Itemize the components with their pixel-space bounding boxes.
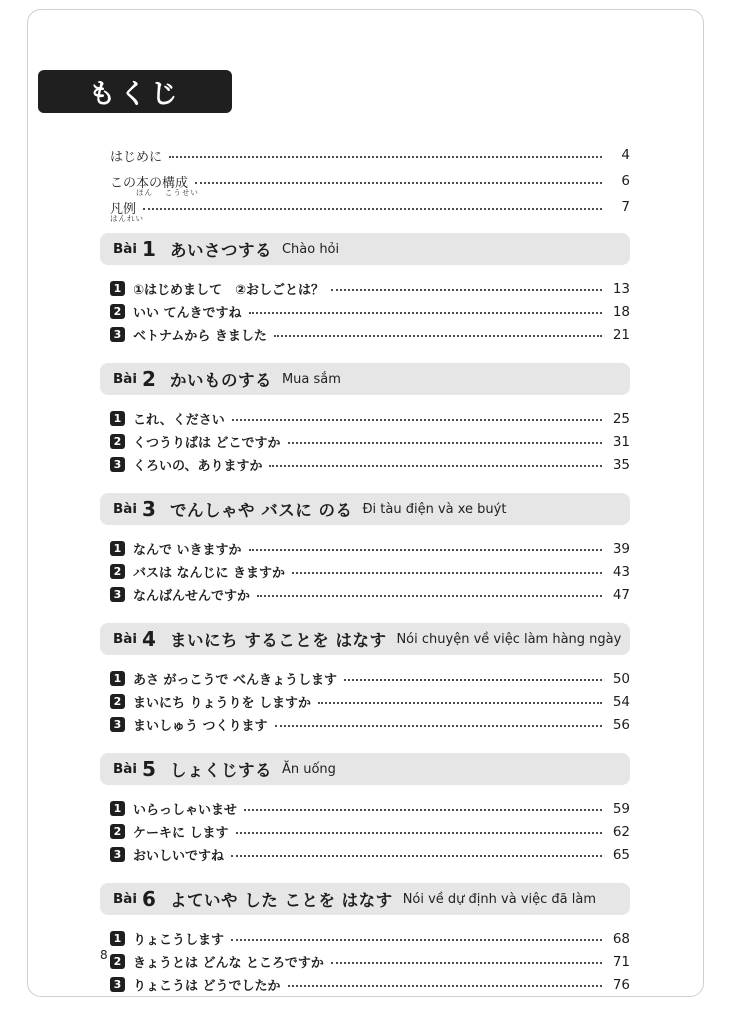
toc-content <box>100 144 630 1013</box>
item-label: おいしいですね <box>133 849 225 864</box>
item-number-badge: 1 <box>110 541 125 556</box>
dot-leader <box>318 702 602 704</box>
dot-leader <box>274 335 602 337</box>
entry-page-number: 7 <box>621 199 630 215</box>
entry-page-number: 6 <box>621 173 630 189</box>
item-label: これ、ください <box>133 413 225 428</box>
front-matter-row <box>110 196 630 223</box>
item-label: ベトナムから きました <box>133 329 267 344</box>
item-number-badge: 3 <box>110 457 125 472</box>
item-number-badge: 2 <box>110 694 125 709</box>
item-number-badge: 3 <box>110 327 125 342</box>
toc-item-row <box>110 797 630 820</box>
lesson-label: Bài <box>113 241 138 257</box>
dot-leader <box>288 985 602 987</box>
entry-page-number: 18 <box>612 303 630 320</box>
lesson-number: 2 <box>142 367 156 391</box>
lesson-number: 6 <box>142 887 156 911</box>
item-label: なんばんせんですか <box>133 589 251 604</box>
front-matter-label <box>110 146 162 165</box>
entry-page-number: 56 <box>612 716 630 733</box>
item-number-badge: 1 <box>110 281 125 296</box>
lesson-section <box>100 493 630 606</box>
toc-item-row <box>110 690 630 713</box>
item-label: ①はじめまして ②おしごとは？ <box>133 283 325 298</box>
furigana-text: はんれい <box>110 213 144 223</box>
entry-page-number: 35 <box>612 456 630 473</box>
entry-page-number: 4 <box>621 147 630 163</box>
item-label: なんで いきますか <box>133 543 242 558</box>
entry-page-number: 43 <box>612 563 630 580</box>
lesson-header <box>100 623 630 655</box>
toc-item-row <box>110 973 630 996</box>
lesson-items <box>110 797 630 866</box>
lesson-section <box>100 233 630 346</box>
entry-page-number: 25 <box>612 410 630 427</box>
front-matter-list <box>110 144 630 223</box>
lesson-items <box>110 277 630 346</box>
item-number-badge: 3 <box>110 717 125 732</box>
front-matter-label <box>110 172 199 197</box>
toc-item-row <box>110 583 630 606</box>
item-number-badge: 2 <box>110 434 125 449</box>
toc-item-row <box>110 300 630 323</box>
lesson-header <box>100 883 630 915</box>
dot-leader <box>269 465 602 467</box>
item-label: くつうりばは どこですか <box>133 436 281 451</box>
toc-item-row <box>110 950 630 973</box>
entry-page-number: 50 <box>612 670 630 687</box>
lesson-label: Bài <box>113 761 138 777</box>
lesson-label: Bài <box>113 501 138 517</box>
toc-item-row <box>110 820 630 843</box>
entry-page-number: 68 <box>612 930 630 947</box>
toc-item-row <box>110 453 630 476</box>
lesson-items <box>110 927 630 996</box>
dot-leader <box>231 939 602 941</box>
lesson-section <box>100 753 630 866</box>
dot-leader <box>331 289 602 291</box>
toc-item-row <box>110 843 630 866</box>
lesson-number: 3 <box>142 497 156 521</box>
toc-item-row <box>110 927 630 950</box>
item-label: ケーキに します <box>133 826 229 841</box>
lesson-header <box>100 753 630 785</box>
dot-leader <box>244 809 602 811</box>
lesson-items <box>110 407 630 476</box>
item-number-badge: 1 <box>110 931 125 946</box>
front-matter-label <box>110 198 144 223</box>
lesson-title: まいにち することを はなす <box>169 631 387 650</box>
item-label: まいにち りょうりを しますか <box>133 696 312 711</box>
lesson-title: よていや した ことを はなす <box>169 891 393 910</box>
item-label: あさ がっこうで べんきょうします <box>133 673 338 688</box>
toc-item-row <box>110 323 630 346</box>
lesson-items <box>110 667 630 736</box>
lesson-subtitle: Ăn uống <box>281 761 336 777</box>
lesson-section <box>100 883 630 996</box>
dot-leader <box>232 419 602 421</box>
entry-page-number: 31 <box>612 433 630 450</box>
item-number-badge: 2 <box>110 954 125 969</box>
dot-leader <box>292 572 602 574</box>
item-number-badge: 2 <box>110 824 125 839</box>
item-label: バスは なんじに きますか <box>133 566 286 581</box>
entry-page-number: 65 <box>612 846 630 863</box>
dot-leader <box>331 962 602 964</box>
toc-title: もくじ <box>88 79 182 110</box>
dot-leader <box>231 855 602 857</box>
entry-page-number: 21 <box>612 326 630 343</box>
dot-leader <box>275 725 602 727</box>
item-number-badge: 1 <box>110 671 125 686</box>
item-number-badge: 2 <box>110 304 125 319</box>
entry-page-number: 71 <box>612 953 630 970</box>
item-label: まいしゅう つくります <box>133 719 268 734</box>
lesson-number: 1 <box>142 237 156 261</box>
front-matter-text: はじめに <box>110 149 163 165</box>
entry-page-number: 13 <box>612 280 630 297</box>
item-number-badge: 3 <box>110 847 125 862</box>
lesson-subtitle: Nói chuyện về việc làm hàng ngày <box>396 631 622 647</box>
sections <box>100 233 630 996</box>
item-number-badge: 1 <box>110 801 125 816</box>
item-label: いい てんきですね <box>133 306 242 321</box>
dot-leader <box>236 832 602 834</box>
entry-page-number: 39 <box>612 540 630 557</box>
lesson-section <box>100 623 630 736</box>
dot-leader <box>288 442 602 444</box>
lesson-header <box>100 363 630 395</box>
toc-item-row <box>110 430 630 453</box>
entry-page-number: 59 <box>612 800 630 817</box>
front-matter-text: この本の構成 <box>110 175 189 191</box>
toc-item-row <box>110 560 630 583</box>
dot-leader <box>249 312 602 314</box>
dot-leader <box>143 208 602 210</box>
lesson-header <box>100 233 630 265</box>
lesson-label: Bài <box>113 371 138 387</box>
lesson-subtitle: Nói về dự định và việc đã làm <box>402 891 596 907</box>
lesson-subtitle: Chào hỏi <box>281 241 340 257</box>
lesson-header <box>100 493 630 525</box>
front-matter-text: 凡例 <box>110 201 137 217</box>
lesson-title: かいものする <box>169 371 272 390</box>
lesson-section <box>100 363 630 476</box>
item-label: りょこうは どうでしたか <box>133 979 281 994</box>
toc-title-box <box>38 70 232 113</box>
front-matter-row <box>110 170 630 197</box>
entry-page-number: 47 <box>612 586 630 603</box>
footer-page-number: 8 <box>100 948 108 962</box>
lesson-subtitle: Đi tàu điện và xe buýt <box>362 501 507 517</box>
entry-page-number: 76 <box>612 976 630 993</box>
item-number-badge: 3 <box>110 977 125 992</box>
lesson-label: Bài <box>113 891 138 907</box>
dot-leader <box>257 595 602 597</box>
dot-leader <box>169 156 602 158</box>
entry-page-number: 62 <box>612 823 630 840</box>
item-number-badge: 2 <box>110 564 125 579</box>
toc-item-row <box>110 407 630 430</box>
item-label: りょこうします <box>133 933 225 948</box>
dot-leader <box>249 549 602 551</box>
lesson-subtitle: Mua sắm <box>281 371 341 387</box>
item-label: くろいの、ありますか <box>133 459 263 474</box>
lesson-label: Bài <box>113 631 138 647</box>
entry-page-number: 54 <box>612 693 630 710</box>
front-matter-row <box>110 144 630 166</box>
lesson-title: しょくじする <box>169 761 272 780</box>
lesson-items <box>110 537 630 606</box>
furigana-text: ほん こうせい <box>136 187 199 197</box>
lesson-title: あいさつする <box>169 241 272 260</box>
toc-item-row <box>110 277 630 300</box>
toc-item-row <box>110 713 630 736</box>
item-number-badge: 1 <box>110 411 125 426</box>
lesson-title: でんしゃや バスに のる <box>169 501 353 520</box>
item-label: いらっしゃいませ <box>133 803 238 818</box>
item-number-badge: 3 <box>110 587 125 602</box>
lesson-number: 4 <box>142 627 156 651</box>
toc-item-row <box>110 667 630 690</box>
item-label: きょうとは どんな ところですか <box>133 956 324 971</box>
dot-leader <box>195 182 602 184</box>
lesson-number: 5 <box>142 757 156 781</box>
dot-leader <box>344 679 602 681</box>
toc-item-row <box>110 537 630 560</box>
